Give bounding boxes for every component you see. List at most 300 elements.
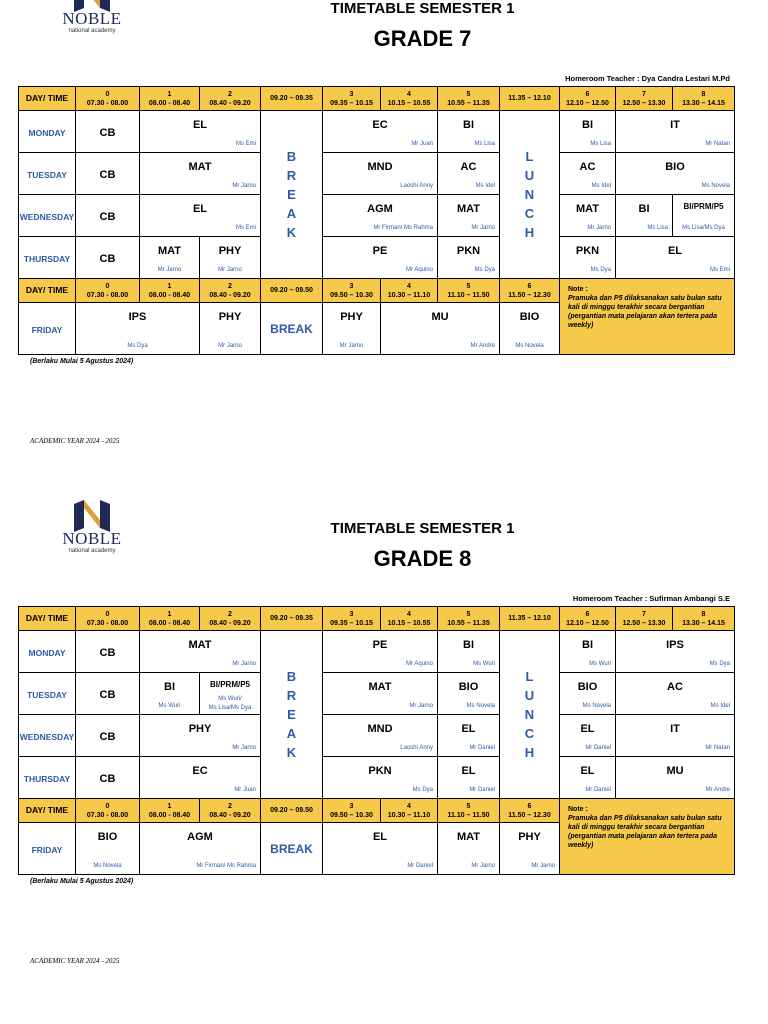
timetable-cell — [323, 279, 381, 303]
timetable-cell — [76, 303, 200, 355]
lunch-letter: H — [524, 225, 535, 240]
timetable-cell — [673, 87, 735, 111]
subject: MU — [666, 765, 684, 777]
break-letter: R — [286, 168, 297, 183]
timetable-cell — [261, 303, 323, 355]
day-time-header: DAY/ TIME — [25, 285, 69, 295]
subject: EC — [372, 119, 388, 131]
period-time: 07.30 - 08.00 — [86, 291, 129, 299]
day-label: MONDAY — [28, 127, 66, 138]
break-letter: A — [286, 726, 297, 741]
timetable-cell — [560, 195, 616, 237]
timetable-cell — [140, 195, 261, 237]
day-label: FRIDAY — [31, 324, 63, 335]
teacher: Mr Jarno — [218, 343, 242, 349]
timetable-cell — [500, 111, 560, 279]
subject: BI — [582, 119, 593, 131]
grade-title: GRADE 7 — [373, 26, 472, 51]
timetable-cell — [438, 799, 500, 823]
timetable-cell — [500, 607, 560, 631]
period-time: 11.50 – 12.30 — [508, 291, 551, 299]
subject: BI — [164, 681, 175, 693]
timetable-cell — [323, 111, 438, 153]
teacher: Mr Jarno — [471, 225, 495, 231]
teacher: Ms Emi — [236, 225, 256, 231]
period-time: 13.30 – 14.15 — [682, 619, 725, 627]
teacher: Ms Lisa — [590, 141, 611, 147]
teacher: Ms Idel — [591, 183, 611, 189]
timetable-cell — [500, 87, 560, 111]
timetable-cell — [323, 303, 381, 355]
subject: BI/PRM/P5 — [683, 202, 724, 211]
teacher: Mr Daniel — [407, 863, 433, 869]
timetable-cell — [19, 631, 76, 673]
timetable-cell — [261, 799, 323, 823]
lunch-letter: U — [524, 168, 535, 183]
timetable-cell — [673, 195, 735, 237]
subject: AGM — [187, 831, 213, 843]
teacher: Ms Wuri — [473, 661, 495, 667]
timetable-cell — [438, 153, 500, 195]
subject: PHY — [518, 831, 541, 843]
subject: MAT — [188, 161, 212, 173]
teacher: Mr Daniel — [585, 745, 611, 751]
period-number: 0 — [105, 610, 110, 618]
day-label: FRIDAY — [31, 844, 63, 855]
period-number: 7 — [642, 610, 646, 618]
subject: PKN — [575, 245, 600, 257]
timetable-cell — [19, 195, 76, 237]
subject: IPS — [666, 639, 684, 651]
period-number: 1 — [167, 282, 172, 290]
teacher: Mr Juan — [234, 787, 256, 793]
timetable-cell — [76, 715, 140, 757]
logo-subtitle: national academy — [68, 548, 116, 554]
timetable-cell — [438, 757, 500, 799]
timetable-title: TIMETABLE SEMESTER 1 — [330, 0, 515, 17]
timetable-cell — [323, 631, 438, 673]
teacher: Mr Natan — [705, 745, 730, 751]
subject: IT — [670, 723, 680, 735]
timetable-cell — [616, 757, 735, 799]
teacher: Mr Daniel — [469, 787, 495, 793]
period-time: 11.10 – 11.50 — [447, 291, 490, 299]
subject: MAT — [456, 203, 480, 215]
timetable-cell — [381, 799, 438, 823]
period-time: 11.50 – 12.30 — [508, 811, 551, 819]
period-time: 10.15 – 10.55 — [387, 619, 431, 627]
timetable-cell — [438, 237, 500, 279]
subject: EL — [372, 831, 388, 843]
period-number: 1 — [167, 610, 172, 618]
lunch-letter: U — [524, 688, 535, 703]
timetable-cell — [560, 673, 616, 715]
period-number: 5 — [466, 610, 471, 618]
timetable-cell — [76, 195, 140, 237]
academic-year: ACADEMIC YEAR 2024 - 2025 — [30, 957, 120, 965]
subject-cb: CB — [99, 210, 116, 223]
subject: MND — [367, 161, 393, 173]
timetable-cell — [76, 87, 140, 111]
subject: BI — [463, 119, 474, 131]
homeroom-teacher: Homeroom Teacher : Sufirman Ambangi S.E — [572, 594, 730, 603]
teacher: Mr Jarno — [232, 183, 256, 189]
teacher: Mr Daniel — [585, 787, 611, 793]
day-label: THURSDAY — [23, 773, 71, 784]
subject: EL — [192, 119, 208, 131]
day-label: WEDNESDAY — [19, 211, 75, 222]
subject: MND — [367, 723, 393, 735]
period-time: 08.00 - 08.40 — [148, 291, 191, 299]
teacher: Ms Dya — [127, 343, 148, 349]
academic-year: ACADEMIC YEAR 2024 - 2025 — [30, 437, 120, 445]
subject: BIO — [665, 161, 685, 173]
day-label: THURSDAY — [23, 253, 71, 264]
timetable-cell — [500, 799, 560, 823]
timetable-cell — [76, 631, 140, 673]
subject: AC — [460, 161, 477, 173]
timetable-title: TIMETABLE SEMESTER 1 — [330, 520, 515, 537]
subject: IPS — [128, 311, 147, 323]
timetable-cell — [560, 757, 616, 799]
subject: EL — [580, 723, 595, 735]
teacher: Ms Novela — [582, 703, 611, 709]
break-label: BREAK — [270, 841, 313, 856]
timetable-cell — [19, 237, 76, 279]
timetable-cell — [323, 153, 438, 195]
lunch-letter: H — [524, 745, 535, 760]
period-time: 09.20 – 09.35 — [270, 615, 313, 622]
timetable-cell — [438, 87, 500, 111]
logo-brand: NOBLE — [62, 529, 122, 548]
timetable-cell — [616, 195, 673, 237]
period-time: 10.15 – 10.55 — [387, 99, 431, 107]
timetable-cell — [323, 799, 381, 823]
timetable-cell — [560, 607, 616, 631]
subject: MAT — [368, 681, 392, 693]
timetable-cell — [200, 87, 261, 111]
subject-cb: CB — [99, 252, 116, 265]
subject: BIO — [519, 311, 540, 323]
timetable-cell — [381, 607, 438, 631]
timetable-cell — [19, 799, 76, 823]
teacher: Ms Lisa — [474, 141, 495, 147]
period-number: 3 — [349, 610, 354, 618]
lunch-letter: L — [525, 149, 534, 164]
note-box — [560, 279, 735, 355]
subject-cb: CB — [99, 168, 116, 181]
period-number: 2 — [228, 610, 232, 618]
period-time: 07.30 - 08.00 — [86, 99, 129, 107]
timetable-cell — [616, 631, 735, 673]
subject: MAT — [456, 831, 480, 843]
teacher: Mr Firman/ Ms Rahma — [373, 225, 433, 231]
break-letter: R — [286, 688, 297, 703]
period-time: 11.35 – 12.10 — [508, 95, 551, 102]
day-time-header: DAY/ TIME — [25, 93, 69, 103]
subject: BI — [463, 639, 474, 651]
period-number: 6 — [527, 802, 532, 810]
effective-date: (Berlaku Mulai 5 Agustus 2024) — [30, 358, 134, 365]
period-number: 5 — [466, 282, 471, 290]
timetable-cell — [616, 715, 735, 757]
effective-date: (Berlaku Mulai 5 Agustus 2024) — [30, 878, 134, 885]
timetable-cell — [261, 87, 323, 111]
teacher: Mr Daniel — [469, 745, 495, 751]
timetable-cell — [560, 715, 616, 757]
teacher: Ms Idel — [710, 703, 730, 709]
teacher: Mr Juan — [411, 141, 433, 147]
timetable-cell — [616, 111, 735, 153]
timetable-cell — [200, 279, 261, 303]
teacher: Ms Dya — [590, 267, 611, 273]
timetable-cell — [140, 799, 200, 823]
period-number: 8 — [701, 90, 706, 98]
note-text: Pramuka dan P5 dilaksanakan satu bulan satu kali di minggu terakhir secara bergantian (pergantian mata pelajaran akan tertera pada weekly) — [568, 295, 722, 329]
timetable-cell — [76, 799, 140, 823]
timetable-cell — [76, 111, 140, 153]
subject: PE — [372, 245, 388, 257]
teacher: Mr Jarno — [218, 267, 242, 273]
teacher: Mr Jarno — [409, 703, 433, 709]
timetable-cell — [560, 111, 616, 153]
period-time: 10.55 – 11.35 — [447, 99, 490, 107]
period-time: 12.10 – 12.50 — [566, 99, 609, 107]
timetable-cell — [140, 279, 200, 303]
timetable-cell — [323, 715, 438, 757]
teacher: Ms Novela — [515, 343, 544, 349]
teacher: Ms Lisa/Ms Dya — [682, 225, 725, 231]
period-number: 5 — [466, 802, 471, 810]
timetable-cell — [438, 607, 500, 631]
teacher: Ms Novela — [701, 183, 730, 189]
teacher: Ms Novela — [93, 863, 122, 869]
period-time: 08.40 - 09.20 — [209, 99, 251, 107]
timetable-cell — [500, 631, 560, 799]
timetable-cell — [500, 823, 560, 875]
teacher: Mr Andre — [705, 787, 730, 793]
period-number: 7 — [642, 90, 646, 98]
subject: EL — [667, 245, 683, 257]
timetable-cell — [616, 237, 735, 279]
period-number: 5 — [466, 90, 471, 98]
period-number: 3 — [349, 90, 354, 98]
teacher: Ms Emi — [710, 267, 730, 273]
subject: IT — [670, 119, 680, 131]
period-number: 6 — [527, 282, 532, 290]
break-letter: A — [286, 206, 297, 221]
timetable-cell — [438, 823, 500, 875]
subject-cb: CB — [99, 772, 116, 785]
teacher: Ms Dya — [709, 661, 730, 667]
subject: PHY — [218, 245, 242, 257]
subject-cb: CB — [99, 126, 116, 139]
timetable-cell — [261, 631, 323, 799]
timetable-cell — [616, 673, 735, 715]
timetable-cell — [140, 823, 261, 875]
period-time: 09.50 – 10.30 — [330, 291, 373, 299]
timetable-cell — [616, 607, 673, 631]
break-letter: B — [286, 149, 297, 164]
subject: PHY — [340, 311, 363, 323]
timetable-cell — [261, 279, 323, 303]
teacher: Ms Lisa — [647, 225, 668, 231]
subject: PHY — [188, 723, 212, 735]
teacher: Mr Aquino — [405, 267, 433, 273]
period-number: 2 — [228, 282, 232, 290]
subject: EL — [580, 765, 595, 777]
timetable-cell — [140, 111, 261, 153]
day-label: WEDNESDAY — [19, 731, 75, 742]
period-time: 10.55 – 11.35 — [447, 619, 490, 627]
period-time: 12.50 – 13.30 — [622, 619, 666, 627]
timetable-cell — [438, 195, 500, 237]
period-number: 8 — [701, 610, 706, 618]
timetable-cell — [323, 237, 438, 279]
timetable-cell — [76, 673, 140, 715]
break-letter: B — [286, 669, 297, 684]
break-letter: E — [287, 707, 296, 722]
day-time-header: DAY/ TIME — [25, 805, 69, 815]
grade8-timetable-page — [0, 490, 768, 990]
timetable-cell — [616, 153, 735, 195]
subject-cb: CB — [99, 646, 116, 659]
day-label: TUESDAY — [27, 689, 67, 700]
break-label: BREAK — [270, 321, 313, 336]
timetable-cell — [140, 87, 200, 111]
timetable-cell — [323, 607, 381, 631]
lunch-letter: N — [524, 187, 535, 202]
period-time: 07.30 - 08.00 — [86, 811, 129, 819]
timetable-cell — [140, 237, 200, 279]
teacher: Ms Emi — [236, 141, 256, 147]
period-time: 08.00 - 08.40 — [148, 99, 191, 107]
period-number: 0 — [105, 90, 110, 98]
timetable-cell — [438, 715, 500, 757]
grade7-timetable-page — [0, 0, 768, 470]
timetable-cell — [76, 607, 140, 631]
subject: PHY — [218, 311, 242, 323]
timetable-cell — [140, 757, 261, 799]
timetable-cell — [19, 607, 76, 631]
day-label: TUESDAY — [27, 169, 67, 180]
timetable-cell — [438, 111, 500, 153]
subject: BI — [582, 639, 593, 651]
period-time: 10.30 – 11.10 — [387, 811, 431, 819]
timetable-cell — [500, 279, 560, 303]
timetable-cell — [560, 153, 616, 195]
timetable-cell — [19, 279, 76, 303]
period-time: 09.20 – 09.35 — [270, 95, 313, 102]
period-number: 6 — [585, 610, 590, 618]
teacher: Mr Andre — [470, 343, 495, 349]
subject: BI/PRM/P5 — [209, 680, 250, 689]
period-number: 4 — [407, 802, 411, 810]
timetable-cell — [200, 673, 261, 715]
subject: PE — [372, 639, 388, 651]
timetable-cell — [261, 607, 323, 631]
timetable-cell — [200, 303, 261, 355]
teacher: Ms Wuri — [589, 661, 611, 667]
timetable-cell — [261, 111, 323, 279]
timetable-cell — [19, 87, 76, 111]
lunch-letter: C — [524, 206, 535, 221]
timetable-grid — [18, 606, 735, 875]
timetable-cell — [560, 631, 616, 673]
period-time: 12.50 – 13.30 — [622, 99, 666, 107]
timetable-cell — [76, 153, 140, 195]
subject-cb: CB — [99, 730, 116, 743]
period-time: 08.40 - 09.20 — [209, 811, 251, 819]
note-label: Note : — [568, 806, 588, 813]
timetable-cell — [19, 111, 76, 153]
timetable-cell — [323, 673, 438, 715]
timetable-cell — [200, 799, 261, 823]
period-time: 09.35 – 10.15 — [330, 619, 373, 627]
teacher: Mr Jarno — [232, 745, 256, 751]
timetable-cell — [200, 237, 261, 279]
timetable-cell — [140, 673, 200, 715]
period-number: 1 — [167, 802, 172, 810]
day-time-header: DAY/ TIME — [25, 613, 69, 623]
timetable-cell — [19, 153, 76, 195]
break-letter: K — [286, 225, 297, 240]
homeroom-teacher: Homeroom Teacher : Dya Candra Lestari M.Pd — [565, 74, 730, 83]
lunch-letter: C — [524, 726, 535, 741]
teacher: Laoshi Anny — [400, 183, 433, 189]
timetable-cell — [76, 279, 140, 303]
timetable-cell — [381, 87, 438, 111]
timetable-cell — [560, 87, 616, 111]
subject: BI — [638, 203, 650, 215]
subject: MAT — [188, 639, 212, 651]
subject: MAT — [575, 203, 599, 215]
period-time: 09.50 – 10.30 — [330, 811, 373, 819]
period-number: 3 — [349, 802, 354, 810]
teacher: Mr Natan — [705, 141, 730, 147]
lunch-letter: N — [524, 707, 535, 722]
subject: EL — [461, 765, 476, 777]
teacher: Mr Jarno — [339, 343, 364, 349]
break-letter: E — [287, 187, 296, 202]
period-number: 0 — [105, 282, 110, 290]
subject: MAT — [157, 245, 181, 257]
timetable-cell — [140, 153, 261, 195]
period-time: 12.10 – 12.50 — [566, 619, 609, 627]
period-time: 07.30 - 08.00 — [86, 619, 129, 627]
teacher: Laoshi Anny — [400, 745, 433, 751]
teacher: Mr Jarno — [471, 863, 495, 869]
teacher: Ms Dya — [412, 787, 433, 793]
period-number: 2 — [228, 802, 232, 810]
timetable-cell — [76, 757, 140, 799]
note-text: Pramuka dan P5 dilaksanakan satu bulan satu kali di minggu terakhir secara bergantian (pergantian mata pelajaran akan tertera pada weekly) — [568, 815, 722, 849]
day-label: MONDAY — [28, 647, 66, 658]
subject: AC — [667, 681, 683, 693]
period-number: 3 — [349, 282, 354, 290]
timetable-cell — [616, 87, 673, 111]
period-time: 09.20 – 09.50 — [270, 287, 313, 294]
logo-subtitle: national academy — [68, 28, 116, 34]
subject: BIO — [577, 681, 598, 693]
subject: BIO — [458, 681, 479, 693]
period-time: 08.40 - 09.20 — [209, 619, 251, 627]
timetable-cell — [19, 823, 76, 875]
timetable-cell — [323, 757, 438, 799]
timetable-cell — [438, 673, 500, 715]
period-time: 08.40 - 09.20 — [209, 291, 251, 299]
timetable-cell — [323, 195, 438, 237]
